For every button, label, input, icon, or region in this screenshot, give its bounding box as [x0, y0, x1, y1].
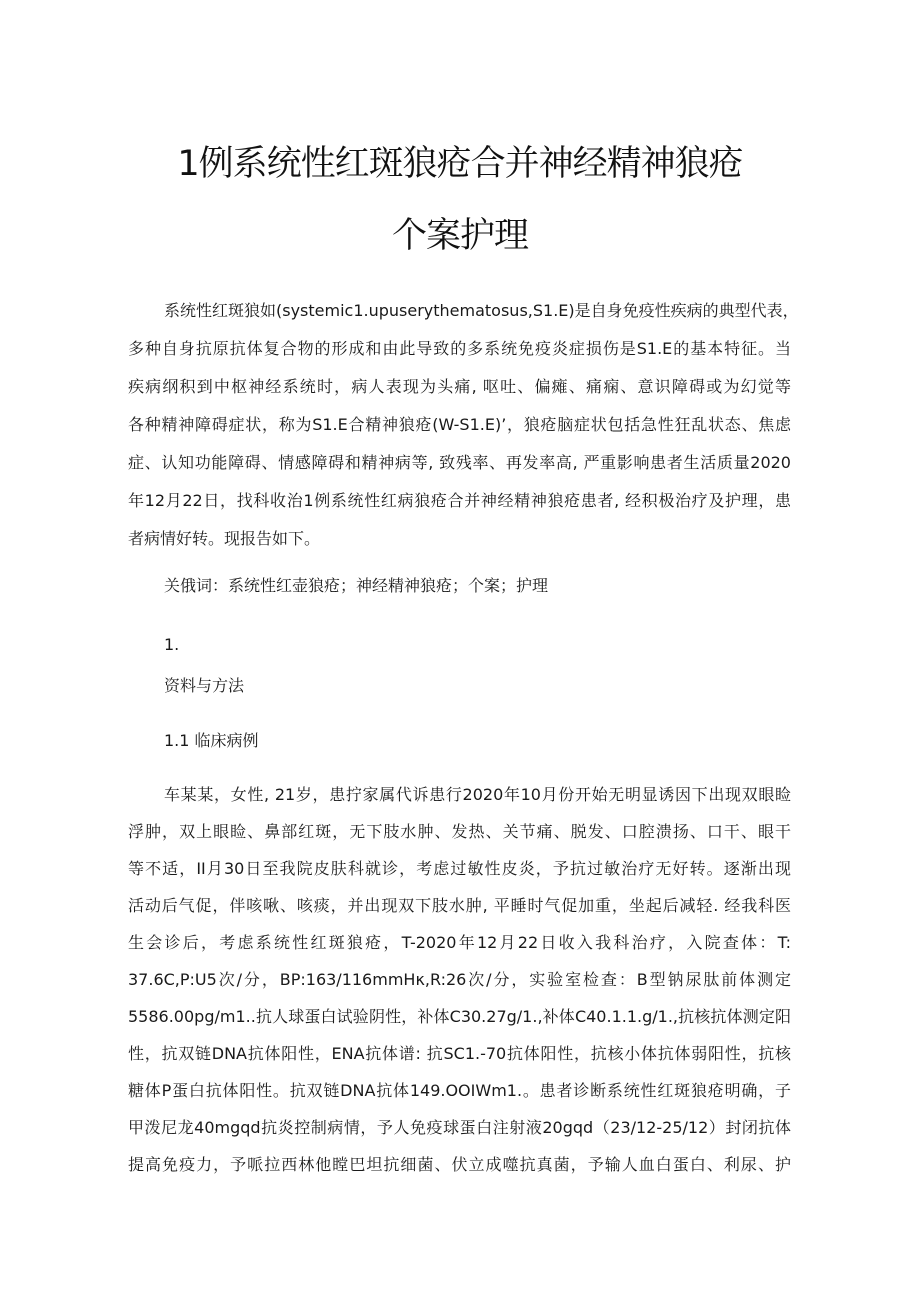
case-line: 糖体P蛋白抗体阳性。抗双链DNA抗体149.OOIWm1.。患者诊断系统性红斑狼疮明确，子	[128, 1081, 791, 1100]
case-line: 生会诊后，考虑系统性红斑狼疮，T-2020年12月22日收入我科治疗，入院查体：T:	[128, 933, 791, 952]
subsection-title: 1.1 临床病例	[164, 731, 259, 750]
case-line: 活动后气促，伴咳啾、咳痰，并出现双下肢水肿, 平睡时气促加重，坐起后减轻. 经我科医	[128, 896, 791, 915]
abstract-line: 各种精神障碍症状，称为S1.E合精神狼疮(W-S1.E)’，狼疮脑症状包括急性狂乱状态、焦虑	[128, 415, 791, 434]
abstract-line: 多种自身抗原抗体复合物的形成和由此导致的多系统免疫炎症损伤是S1.E的基本特征。当	[128, 339, 791, 358]
case-line: 浮肿，双上眼睑、鼻部红斑，无下肢水肿、发热、关节痛、脱发、口腔溃扬、口干、眼干	[128, 822, 791, 841]
abstract-line: 者病情好转。现报告如下。	[128, 529, 321, 548]
abstract-line: 疾病纲积到中枢神经系统时，病人表现为头痛, 呕吐、偏瘫、痛痫、意识障碍或为幻觉等	[128, 377, 791, 396]
abstract-line: 症、认知功能障碍、情感障碍和精神病等, 致残率、再发率高, 严重影响患者生活质量2020	[128, 453, 791, 472]
case-line: 等不适，II月30日至我院皮肤科就诊，考虑过敏性皮炎，予抗过敏治疗无好转。逐渐出现	[128, 859, 791, 878]
case-line: 车某某，女性, 21岁，患拧家属代诉患行2020年10月份开始无明显诱因下出现双眼睑	[164, 785, 791, 804]
document-title-line-1: 1例系统性红斑狼疮合并神经精神狼疮	[177, 144, 743, 184]
abstract-line: 系统性红斑狼如(systemic1.upuserythematosus,S1.E)是自身免疫性疾病的典型代表，	[164, 301, 799, 320]
case-line: 37.6C,P:U5次/分，BP:163/116mmHκ,R:26次/分，实验室检查：B型钠尿肽前体测定	[128, 970, 791, 989]
case-line: 甲泼尼龙40mgqd抗炎控制病情，予人免疫球蛋白注射液20gqd（23/12-25/12）封闭抗体	[128, 1118, 791, 1137]
case-line: 提高免疫力，予哌拉西林他瞠巴坦抗细菌、伏立成噬抗真菌，予输人血白蛋白、利尿、护	[128, 1155, 791, 1174]
section-number: 1.	[164, 635, 180, 654]
keywords-line: 关俄词：系统性红壶狼疮；神经精神狼疮；个案；护理	[164, 576, 549, 595]
case-line: 性，抗双链DNA抗体阳性，ENA抗体谱: 抗SC1.-70抗体阳性，抗核小体抗体弱阳性，抗核	[128, 1044, 791, 1063]
case-line: 5586.00pg/m1..抗人球蛋白试验阴性，补体C30.27g/1.,补体C40.1.1.g/1.,抗核抗体测定阳	[128, 1007, 791, 1026]
section-title: 资料与方法	[164, 676, 245, 695]
document-title-line-2: 个案护理	[391, 216, 528, 256]
abstract-line: 年12月22日，找科收治1例系统性红病狼疮合并神经精神狼疮患者, 经积极治疗及护理，患	[128, 491, 791, 510]
